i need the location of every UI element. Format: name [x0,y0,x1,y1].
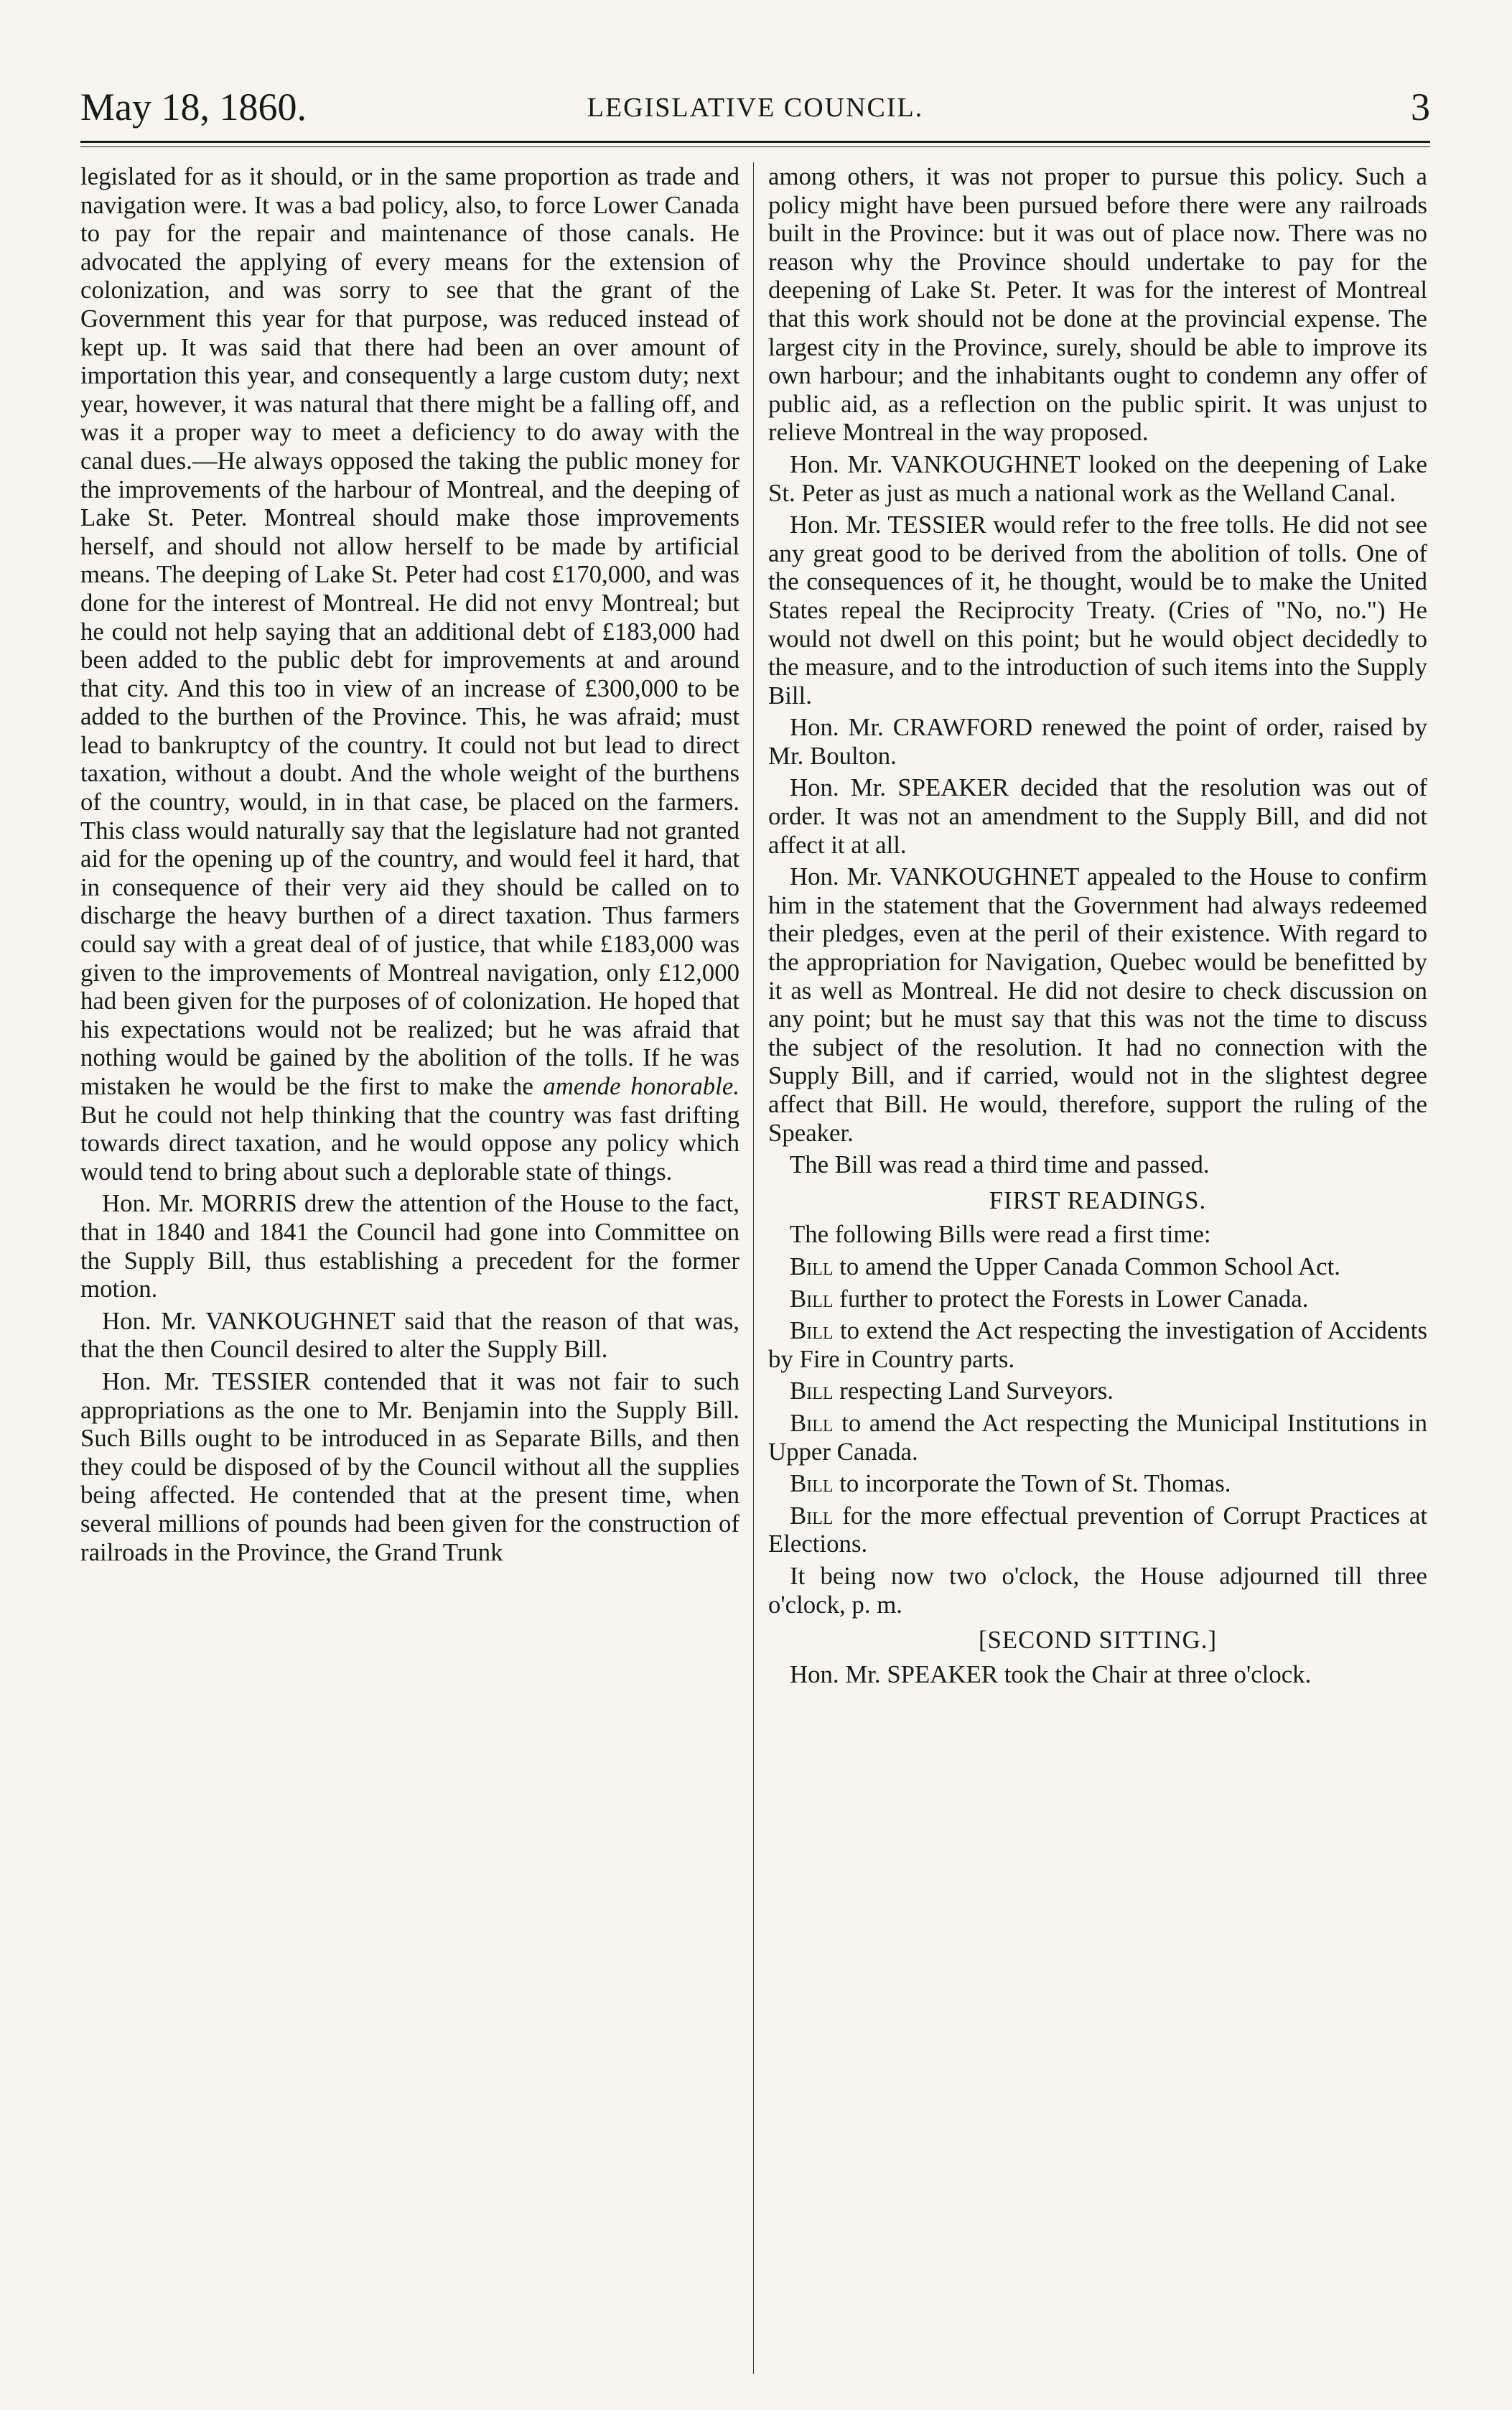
paragraph-text: legislated for as it should, or in the same proportion as trade and navigation were. It was a bad policy, also, to force Lower Canada to pay for the repair and maintenance of those canals. He advocated the applying of every means for the extension of colonization, and was sorry to see that the grant of the Government this year for that purpose, was reduced instead of kept up. It was said that there had been an over amount of importation this year, and consequently a large custom duty; next year, however, it was natural that there might be a falling off, and was it a proper way to meet a deficiency to do away with the canal dues.—He always opposed the taking the public money for the improvements of the harbour of Montreal, and the deeping of Lake St. Peter. Montreal should make those improvements herself, and should not allow herself to be made by artificial means. The deeping of Lake St. Peter had cost £170,000, and was done for the interest of Montreal. He did not envy Montreal; but he could not help saying that an additional debt of £183,000 had been added to the public debt for improvements at and around that city. And this too in view of an increase of £300,000 to be added to the burthen of the Province. This, he was afraid; must lead to bankruptcy of the country. It could not but lead to direct taxation, without a doubt. And the whole weight of the burthens of the country, would, in in that case, be placed on the farmers. This class would naturally say that the legislature had not granted aid for the opening up of the country, and would feel it hard, that in consequence of their very aid they should be called on to discharge the heavy burthen of a direct taxation. Thus farmers could say with a great deal of of justice, that while £183,000 was given to the improvements of Montreal navigation, only £12,000 had been given for the purposes of of colonization. He hoped that his expectations would not be realized; but he was afraid that nothing would be gained by the abolition of the tolls. If he was mistaken he would be the first to make the [80,162,739,1100]
paragraph: among others, it was not proper to pursue this policy. Such a policy might have been pursued before there were any railroads built in the Province: but it was out of place now. There was no reason why the Province should undertake to pay for the deepening of Lake St. Peter. It was for the interest of Montreal that this work should not be done at the provincial expense. The largest city in the Province, surely, should be able to improve its own harbour; and the inhabitants ought to condemn any offer of public aid, as a reflection on the public spirit. It was unjust to relieve Montreal in the way proposed. [768,162,1427,447]
header-rule-thick [80,141,1430,143]
paragraph: Hon. Mr. TESSIER contended that it was not fair to such appropriations as the one to Mr. Benjamin into the Supply Bill. Such Bills ought to be introduced in as Separate Bills, and then they could be disposed of by the Council without all the supplies being affected. He contended that at the present time, when several millions of pounds had been given for the construction of railroads in the Province, the Grand Trunk [80,1367,739,1566]
bill-text: to amend the Upper Canada Common School Act. [839,1252,1340,1280]
page-header [80,85,1430,135]
bill-word: Bill [790,1284,834,1313]
left-column [80,162,739,2374]
paragraph: Hon. Mr. VANKOUGHNET appealed to the House to confirm him in the statement that the Government had always redeemed their pledges, even at the peril of their existence. With regard to the appropriation for Navigation, Quebec would be benefitted by it as well as Montreal. He did not desire to check discussion on any point; but he must say that this was not the time to discuss the subject of the resolution. It had no connection with the Supply Bill, and if carried, would not in the slightest degree affect that Bill. He would, therefore, support the ruling of the Speaker. [768,862,1427,1147]
bill-item [768,1285,1427,1313]
paragraph: Hon. Mr. CRAWFORD renewed the point of order, raised by Mr. Boulton. [768,713,1427,770]
paragraph: The following Bills were read a first time: [790,1220,1211,1249]
italic-phrase: amende honorable. [543,1072,739,1100]
bill-item [768,1252,1427,1281]
bill-word: Bill [790,1469,834,1498]
paragraph: Hon. Mr. SPEAKER decided that the resolution was out of order. It was not an amendment to the Supply Bill, and did not affect it at all. [768,773,1427,859]
bill-text: respecting Land Surveyors. [839,1377,1114,1405]
bill-word: Bill [790,1316,834,1345]
bill-item [768,1377,1427,1405]
bill-text: to extend the Act respecting the investigation of Accidents by Fire in Country parts. [768,1316,1427,1373]
bill-text: for the more effectual prevention of Corrupt Practices at Elections. [768,1501,1427,1558]
paragraph: It being now two o'clock, the House adjourned till three o'clock, p. m. [768,1561,1427,1619]
bill-word: Bill [790,1377,834,1405]
bill-item [768,1502,1427,1558]
paragraph: Hon. Mr. TESSIER would refer to the free tolls. He did not see any great good to be derived from the abolition of tolls. One of the consequences of it, he thought, would be to make the United States repeal the Reciprocity Treaty. (Cries of "No, no.") He would not dwell on this point; but he would object decidedly to the measure, and to the introduction of such items into the Supply Bill. [768,511,1427,709]
bill-text: further to protect the Forests in Lower Canada. [839,1284,1309,1313]
header-date: May 18, 1860. [80,85,307,129]
bill-word: Bill [790,1501,834,1530]
paragraph-text: But he could not help thinking that the country was fast drifting towards direct taxation, and he would oppose any policy which would tend to bring about such a deplorable state of things. [80,1100,739,1186]
paragraph: The Bill was read a third time and passed. [790,1150,1210,1179]
paragraph: Hon. Mr. VANKOUGHNET looked on the deepening of Lake St. Peter as just as much a national work as the Welland Canal. [768,450,1427,507]
bill-word: Bill [790,1408,834,1437]
column-divider [753,162,754,2374]
paragraph [80,162,739,1186]
bill-text: to amend the Act respecting the Municipal Institutions in Upper Canada. [768,1408,1427,1466]
paragraph: Hon. Mr. VANKOUGHNET said that the reason of that was, that the then Council desired to alter the Supply Bill. [80,1306,739,1364]
paragraph: Hon. Mr. SPEAKER took the Chair at three o'clock. [790,1660,1312,1688]
right-column [768,162,1427,2374]
header-title: LEGISLATIVE COUNCIL. [587,93,924,123]
section-heading-first-readings: FIRST READINGS. [989,1186,1207,1214]
paragraph: Hon. Mr. MORRIS drew the attention of the House to the fact, that in 1840 and 1841 the Council had gone into Committee on the Supply Bill, thus establishing a precedent for the former motion. [80,1189,739,1303]
header-rule-thin [80,146,1430,147]
bill-item [768,1409,1427,1466]
page-number: 3 [1411,85,1430,129]
bill-word: Bill [790,1252,834,1280]
bill-item [768,1316,1427,1373]
bill-item [768,1469,1427,1498]
section-heading-second-sitting: [SECOND SITTING.] [978,1626,1218,1655]
bill-text: to incorporate the Town of St. Thomas. [839,1469,1231,1498]
